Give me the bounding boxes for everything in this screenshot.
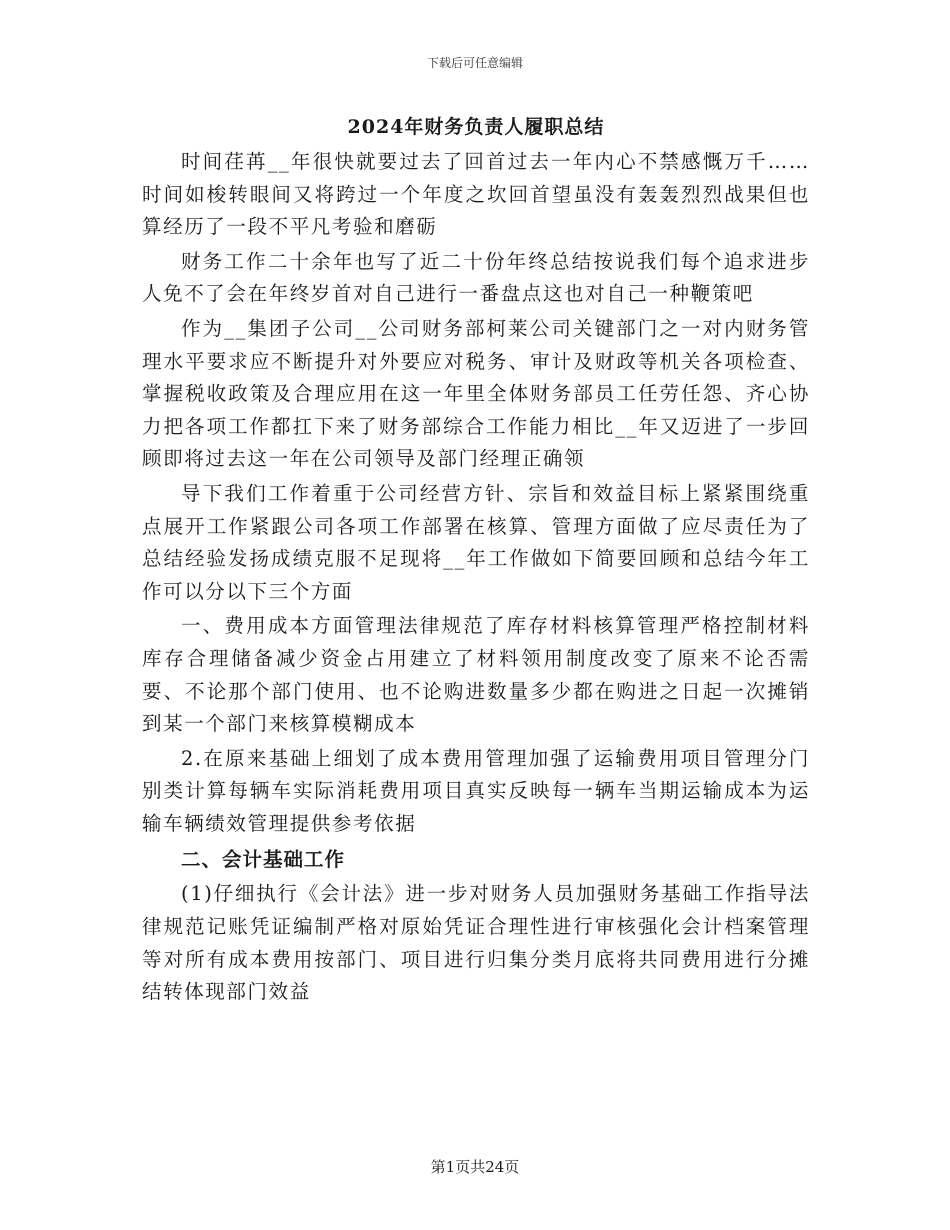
- paragraph-department-role: 作为__集团子公司__公司财务部柯莱公司关键部门之一对内财务管理水平要求应不断提升对外要应对税务、审计及财政等机关各项检查、掌握税收政策及合理应用在这一年里全体财务部员工任劳任怨、齐心协力把各项工作都扛下来了财务部综合工作能力相比__年又迈进了一步回顾即将过去这一年在公司领导及部门经理正确领: [142, 316, 810, 471]
- paragraph-intro: 时间荏苒__年很快就要过去了回首过去一年内心不禁感慨万千……时间如梭转眼间又将跨过一个年度之坎回首望虽没有轰轰烈烈战果但也算经历了一段不平凡考验和磨砺: [142, 150, 810, 239]
- paragraph-work-focus: 导下我们工作着重于公司经营方针、宗旨和效益目标上紧紧围绕重点展开工作紧跟公司各项工作部署在核算、管理方面做了应尽责任为了总结经验发扬成绩克服不足现将__年工作做如下简要回顾和总结今年工作可以分以下三个方面: [142, 481, 810, 603]
- header-note: 下载后可任意编辑: [426, 56, 523, 70]
- paragraph-transport-cost: 2.在原来基础上细划了成本费用管理加强了运输费用项目管理分门别类计算每辆车实际消耗费用项目真实反映每一辆车当期运输成本为运输车辆绩效管理提供参考依据: [142, 746, 810, 835]
- document-title: 2024年财务负责人履职总结: [347, 116, 605, 138]
- section-heading-accounting: 二、会计基础工作: [181, 848, 346, 872]
- paragraph-accounting-law: (1)仔细执行《会计法》进一步对财务人员加强财务基础工作指导法律规范记账凭证编制严格对原始凭证合理性进行审核强化会计档案管理等对所有成本费用按部门、项目进行归集分类月底将共同费用进行分摊结转体现部门效益: [142, 882, 810, 1004]
- paragraph-cost-management: 一、费用成本方面管理法律规范了库存材料核算管理严格控制材料库存合理储备减少资金占用建立了材料领用制度改变了原来不论否需要、不论那个部门使用、也不论购进数量多少都在购进之日起一次摊销到某一个部门来核算模糊成本: [142, 614, 810, 736]
- page-number: 第1页共24页: [430, 1158, 520, 1176]
- document-body: [142, 112, 810, 1011]
- paragraph-experience: 财务工作二十余年也写了近二十份年终总结按说我们每个追求进步人免不了会在年终岁首对自己进行一番盘点这也对自己一种鞭策吧: [142, 249, 810, 306]
